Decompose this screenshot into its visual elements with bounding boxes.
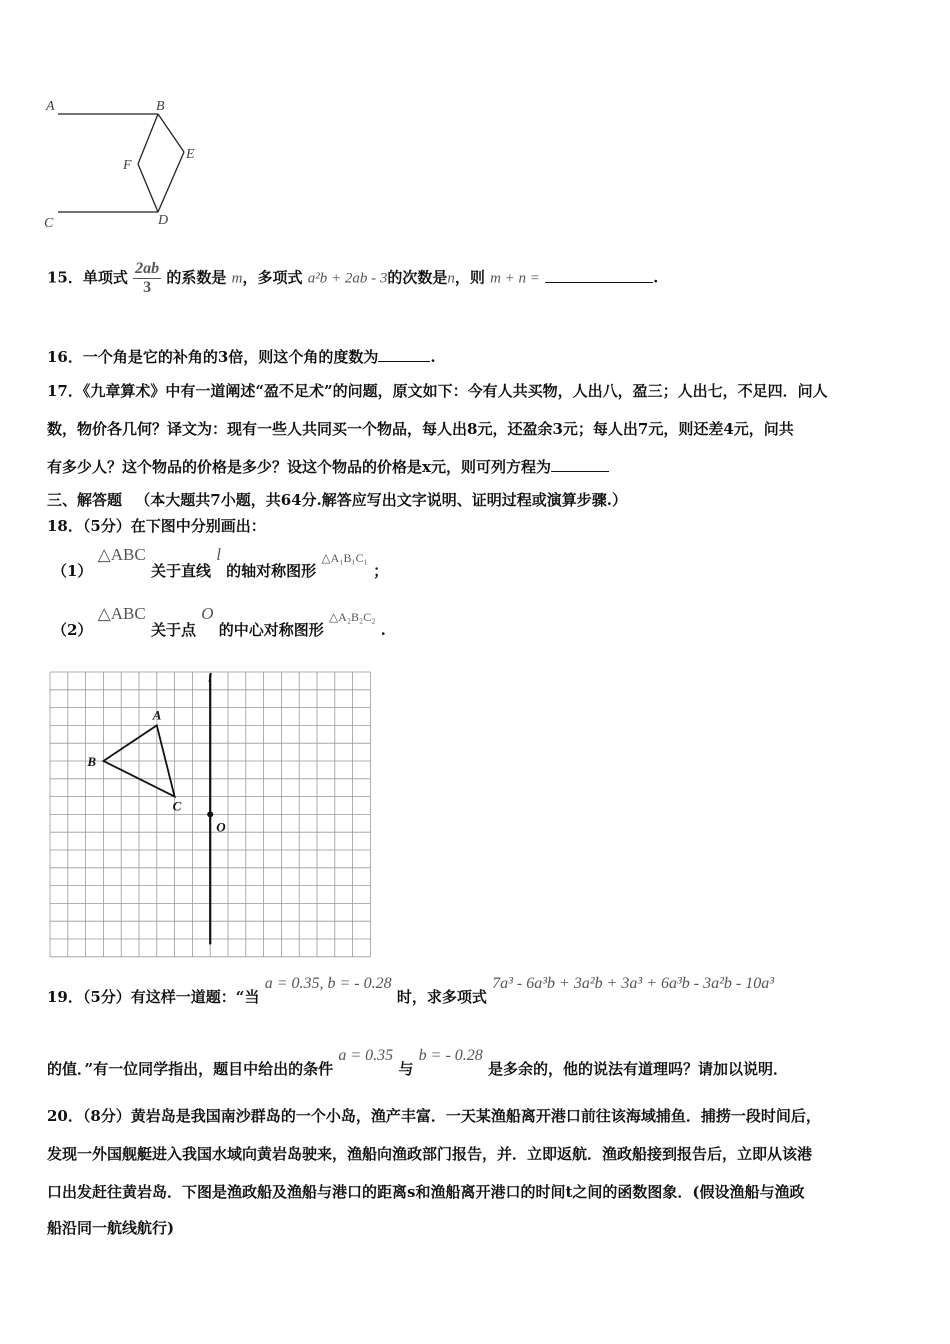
label-f: F: [123, 158, 132, 173]
q18-text: 的中心对称图形: [218, 621, 324, 639]
q18-end: .: [380, 621, 386, 639]
q19-text: 时，求多项式: [396, 988, 487, 1006]
label-d: D: [158, 213, 169, 228]
question-19-line-1: [47, 974, 775, 1006]
q19-b-condition: b = - 0.28: [418, 1047, 483, 1064]
question-20-line-1: 20．（8分）黄岩岛是我国南沙群岛的一个小岛，渔产丰富．一天某渔船离开港口前往该海域捕鱼．捕捞一段时间后，: [47, 1107, 821, 1125]
q15-var-n: n: [447, 270, 455, 287]
q19-a-condition: a = 0.35: [338, 1047, 394, 1064]
question-20-line-4: 船沿同一航线航行): [47, 1219, 175, 1237]
q19-text: 与: [398, 1060, 414, 1078]
question-18-part-1: [52, 545, 389, 580]
q15-number: 15．: [47, 268, 83, 287]
triangle-abc: △ABC: [97, 545, 146, 564]
label-b: B: [87, 754, 97, 769]
point-o: O: [201, 604, 214, 623]
q15-polynomial: a²b + 2ab - 3: [307, 270, 388, 287]
q15-text: 的次数是: [387, 268, 448, 287]
point-o-dot: [207, 811, 213, 817]
triangle-abc: △ABC: [97, 604, 146, 623]
q19-condition: a = 0.35, b = - 0.28: [264, 975, 392, 992]
q15-end: .: [653, 268, 659, 287]
label-o: O: [216, 819, 226, 835]
question-19-line-2: [47, 1046, 789, 1078]
q15-expression: m + n =: [490, 270, 540, 287]
triangle-a1b1c1: △A₁B₁C₁: [321, 551, 368, 565]
question-16: [47, 346, 436, 367]
q15-text: 的系数是: [166, 268, 227, 287]
q15-text: ，多项式: [242, 268, 303, 287]
q18-text: 的轴对称图形: [226, 562, 317, 580]
q15-text: ，则: [454, 268, 485, 287]
question-20-line-2: 发现一外国舰艇进入我国水域向黄岩岛驶来，渔船向渔政部门报告，并．立即返航．渔政船接到报告后，立即从该港: [47, 1145, 813, 1163]
answer-blank[interactable]: [545, 268, 653, 283]
question-18-part-2: [52, 604, 386, 639]
q19-polynomial: 7a³ - 6a³b + 3a²b + 3a³ + 6a³b - 3a²b - 10a³: [492, 975, 775, 992]
part-number: （2）: [52, 621, 93, 639]
answer-blank[interactable]: [551, 457, 609, 472]
line-l: l: [216, 545, 221, 564]
parallel-lines-figure: [40, 90, 210, 235]
q19-text: 19．（5分）有这样一道题：“当: [47, 988, 260, 1006]
part-number: （1）: [52, 562, 93, 580]
segment-bf: [138, 114, 158, 164]
q18-text: 关于点: [150, 621, 196, 639]
section-heading: [47, 489, 627, 510]
question-18-head: 18．（5分）在下图中分别画出：: [47, 517, 266, 535]
label-b: B: [156, 99, 165, 114]
fraction-numerator: 2ab: [135, 260, 160, 277]
question-17-line-2: 数，物价各几何？译文为：现有一些人共同买一个物品，每人出8元，还盈余3元；每人出7元，则还差4元，问共: [47, 420, 794, 438]
label-l: l: [208, 670, 212, 685]
q15-fraction: [133, 260, 161, 297]
q16-end: .: [430, 348, 436, 366]
q18-text: 关于直线: [150, 562, 211, 580]
triangle-a2b2c2: △A₂B₂C₂: [328, 610, 376, 624]
label-e: E: [186, 147, 195, 162]
section-title: 三、解答题: [47, 491, 123, 509]
segment-ed: [158, 152, 184, 212]
question-17-line-3: [47, 456, 609, 477]
question-20-line-3: 口出发赶往黄岩岛．下图是渔政船及渔船与港口的距离s和渔船离开港口的时间t之间的函数图象．(假设渔船与渔政: [47, 1183, 805, 1201]
q16-text: 16．一个角是它的补角的3倍，则这个角的度数为: [47, 348, 379, 366]
question-17-line-1: 17．《九章算术》中有一道阐述“盈不足术”的问题，原文如下：今有人共买物，人出八，盈三；人出七，不足四．问人: [47, 382, 828, 400]
grid-figure: [46, 668, 372, 958]
q17-text: 有多少人？这个物品的价格是多少？设这个物品的价格是x元，则可列方程为: [47, 458, 551, 476]
fraction-denominator: 3: [143, 279, 152, 296]
segment-fd: [138, 164, 158, 212]
section-description: （本大题共7小题，共64分.解答应写出文字说明、证明过程或演算步骤.）: [135, 491, 628, 509]
answer-blank[interactable]: [378, 347, 430, 362]
q15-var-m: m: [231, 270, 243, 287]
q19-text: 的值．”有一位同学指出，题目中给出的条件: [47, 1060, 334, 1078]
label-c: C: [44, 216, 54, 231]
label-a: A: [152, 707, 162, 723]
question-15: [47, 260, 658, 297]
q15-text: 单项式: [82, 268, 128, 287]
label-c: C: [172, 798, 182, 814]
q18-end: ；: [373, 562, 389, 580]
q19-text: 是多余的，他的说法有道理吗？请加以说明．: [488, 1060, 789, 1078]
segment-be: [158, 114, 184, 152]
label-a: A: [46, 99, 55, 114]
